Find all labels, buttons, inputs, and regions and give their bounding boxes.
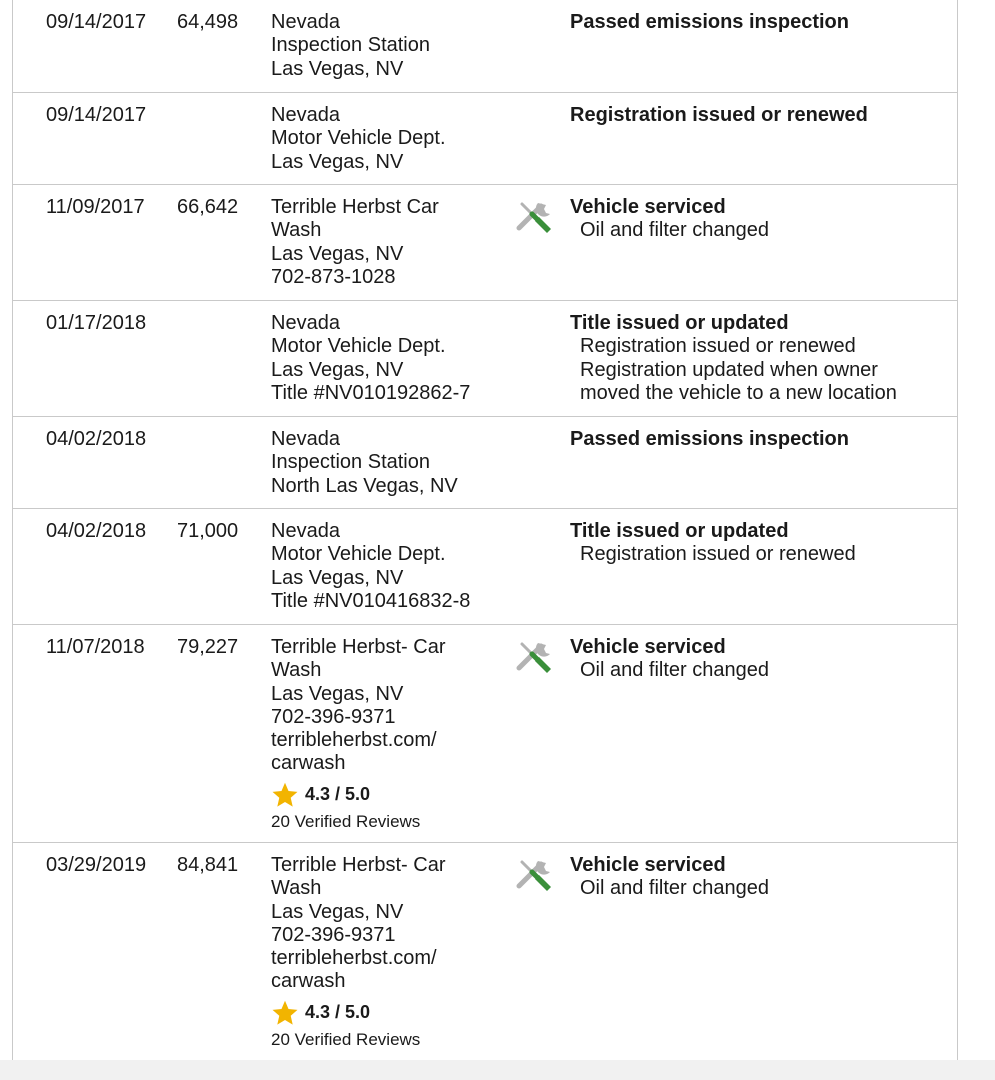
record-details: [570, 520, 950, 567]
source-line: Title #NV010192862-7: [271, 381, 471, 404]
record-date: 09/14/2017: [46, 11, 147, 33]
source-line: Motor Vehicle Dept.: [271, 543, 446, 566]
table-row: [13, 93, 957, 185]
source-line: Las Vegas, NV: [271, 242, 404, 265]
source-line: Inspection Station: [271, 34, 430, 57]
source-line: Terrible Herbst Car: [271, 196, 439, 218]
record-detail-line: Registration updated when owner: [580, 358, 878, 381]
source-link[interactable]: carwash: [271, 970, 346, 993]
record-detail-line: Oil and filter changed: [580, 659, 770, 682]
source-line: Wash: [271, 877, 322, 900]
record-date: 11/07/2018: [46, 636, 145, 658]
record-odometer: 79,227: [177, 636, 239, 658]
source-line: Terrible Herbst- Car: [271, 854, 446, 876]
record-details: [570, 312, 950, 405]
record-heading: Title issued or updated: [570, 520, 789, 542]
reviews-link[interactable]: 20 Verified Reviews: [271, 811, 421, 831]
record-source: [271, 520, 506, 613]
source-line: Wash: [271, 659, 322, 682]
record-heading: Registration issued or renewed: [570, 104, 868, 126]
table-row: [13, 0, 957, 93]
record-details: [570, 854, 950, 901]
table-row: [13, 509, 957, 625]
source-line: Inspection Station: [271, 451, 430, 474]
record-source: [271, 11, 506, 81]
record-source: [271, 312, 506, 405]
record-heading: Vehicle serviced: [570, 636, 726, 658]
record-heading: Passed emissions inspection: [570, 428, 849, 450]
source-line: Las Vegas, NV: [271, 900, 404, 923]
rating-value: 4.3 / 5.0: [305, 784, 371, 805]
record-heading: Title issued or updated: [570, 312, 789, 334]
record-odometer: 84,841: [177, 854, 239, 876]
record-source: [271, 854, 506, 1051]
rating: [271, 781, 506, 809]
source-link[interactable]: terribleherbst.com/: [271, 729, 437, 752]
rating-value: 4.3 / 5.0: [305, 1002, 371, 1023]
record-details: [570, 428, 950, 451]
source-line: Nevada: [271, 312, 340, 334]
record-date: 04/02/2018: [46, 520, 147, 542]
record-odometer: 64,498: [177, 11, 239, 33]
source-line: 702-396-9371: [271, 923, 396, 946]
source-line: Las Vegas, NV: [271, 358, 404, 381]
table-row: [13, 185, 957, 301]
source-line: Las Vegas, NV: [271, 57, 404, 80]
star-icon: [271, 999, 299, 1027]
record-heading: Passed emissions inspection: [570, 11, 849, 33]
record-detail-line: moved the vehicle to a new location: [580, 381, 897, 404]
source-line: Las Vegas, NV: [271, 150, 404, 173]
record-source: [271, 104, 506, 174]
record-details: [570, 636, 950, 683]
source-line: Nevada: [271, 11, 340, 33]
source-line: Motor Vehicle Dept.: [271, 335, 446, 358]
source-line: Wash: [271, 219, 322, 242]
wrench-screwdriver-icon: [516, 855, 556, 895]
table-row: [13, 301, 957, 417]
history-table: [12, 0, 958, 1060]
source-line: Title #NV010416832-8: [271, 589, 471, 612]
page-footer-strip: [0, 1060, 995, 1080]
record-detail-line: Oil and filter changed: [580, 877, 770, 900]
record-source: [271, 636, 506, 833]
record-odometer: 66,642: [177, 196, 239, 218]
record-date: 11/09/2017: [46, 196, 145, 218]
record-heading: Vehicle serviced: [570, 854, 726, 876]
record-date: 09/14/2017: [46, 104, 147, 126]
source-line: Las Vegas, NV: [271, 566, 404, 589]
source-link[interactable]: terribleherbst.com/: [271, 947, 437, 970]
record-details: [570, 11, 950, 34]
record-detail-line: Oil and filter changed: [580, 219, 770, 242]
record-source: [271, 196, 506, 289]
source-line: Nevada: [271, 104, 340, 126]
record-date: 03/29/2019: [46, 854, 147, 876]
source-line: Nevada: [271, 520, 340, 542]
reviews-link[interactable]: 20 Verified Reviews: [271, 1029, 421, 1049]
source-line: Nevada: [271, 428, 340, 450]
record-odometer: 71,000: [177, 520, 239, 542]
source-line: Motor Vehicle Dept.: [271, 127, 446, 150]
table-row: [13, 625, 957, 843]
source-line: North Las Vegas, NV: [271, 474, 458, 497]
record-date: 04/02/2018: [46, 428, 147, 450]
record-detail-line: Registration issued or renewed: [580, 335, 856, 358]
record-detail-line: Registration issued or renewed: [580, 543, 856, 566]
source-link[interactable]: carwash: [271, 752, 346, 775]
star-icon: [271, 781, 299, 809]
record-source: [271, 428, 506, 498]
wrench-screwdriver-icon: [516, 197, 556, 237]
record-details: [570, 196, 950, 243]
rating: [271, 999, 506, 1027]
source-line: Terrible Herbst- Car: [271, 636, 446, 658]
record-details: [570, 104, 950, 127]
table-row: [13, 417, 957, 509]
source-line: Las Vegas, NV: [271, 682, 404, 705]
table-row: [13, 843, 957, 1060]
wrench-screwdriver-icon: [516, 637, 556, 677]
record-date: 01/17/2018: [46, 312, 147, 334]
record-heading: Vehicle serviced: [570, 196, 726, 218]
source-line: 702-873-1028: [271, 265, 396, 288]
source-line: 702-396-9371: [271, 705, 396, 728]
